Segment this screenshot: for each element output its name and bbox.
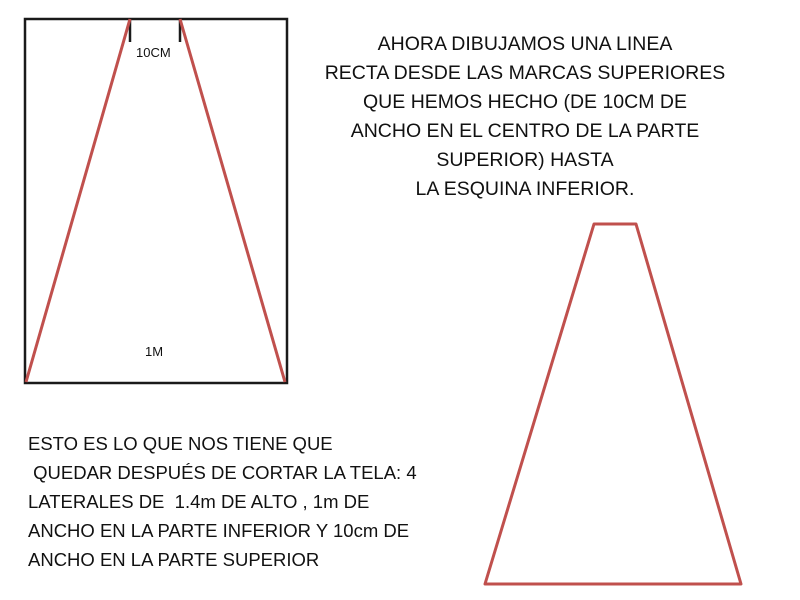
fabric-rectangle [25,19,287,383]
result-line: ANCHO EN LA PARTE SUPERIOR [28,549,320,570]
instruction-line: AHORA DIBUJAMOS UNA LINEA [377,33,673,55]
result-line: ANCHO EN LA PARTE INFERIOR Y 10cm DE [28,520,410,541]
instruction-text [305,30,745,204]
cut-line-left [26,19,130,382]
instruction-line: LA ESQUINA INFERIOR. [415,178,635,200]
instruction-line: RECTA DESDE LAS MARCAS SUPERIORES [324,62,726,84]
top-width-label: 10CM [136,45,171,60]
cut-trapezoid [485,224,741,584]
result-line: QUEDAR DESPUÉS DE CORTAR LA TELA: 4 [28,462,417,483]
result-line: ESTO ES LO QUE NOS TIENE QUE [28,433,333,454]
result-description [28,429,468,574]
cut-line-right [180,19,285,382]
instruction-line: ANCHO EN EL CENTRO DE LA PARTE [350,120,700,142]
instruction-line: SUPERIOR) HASTA [436,149,614,171]
instruction-line: QUE HEMOS HECHO (DE 10CM DE [363,91,687,113]
bottom-width-label: 1M [145,344,164,359]
result-line: LATERALES DE 1.4m DE ALTO , 1m DE [28,491,370,512]
